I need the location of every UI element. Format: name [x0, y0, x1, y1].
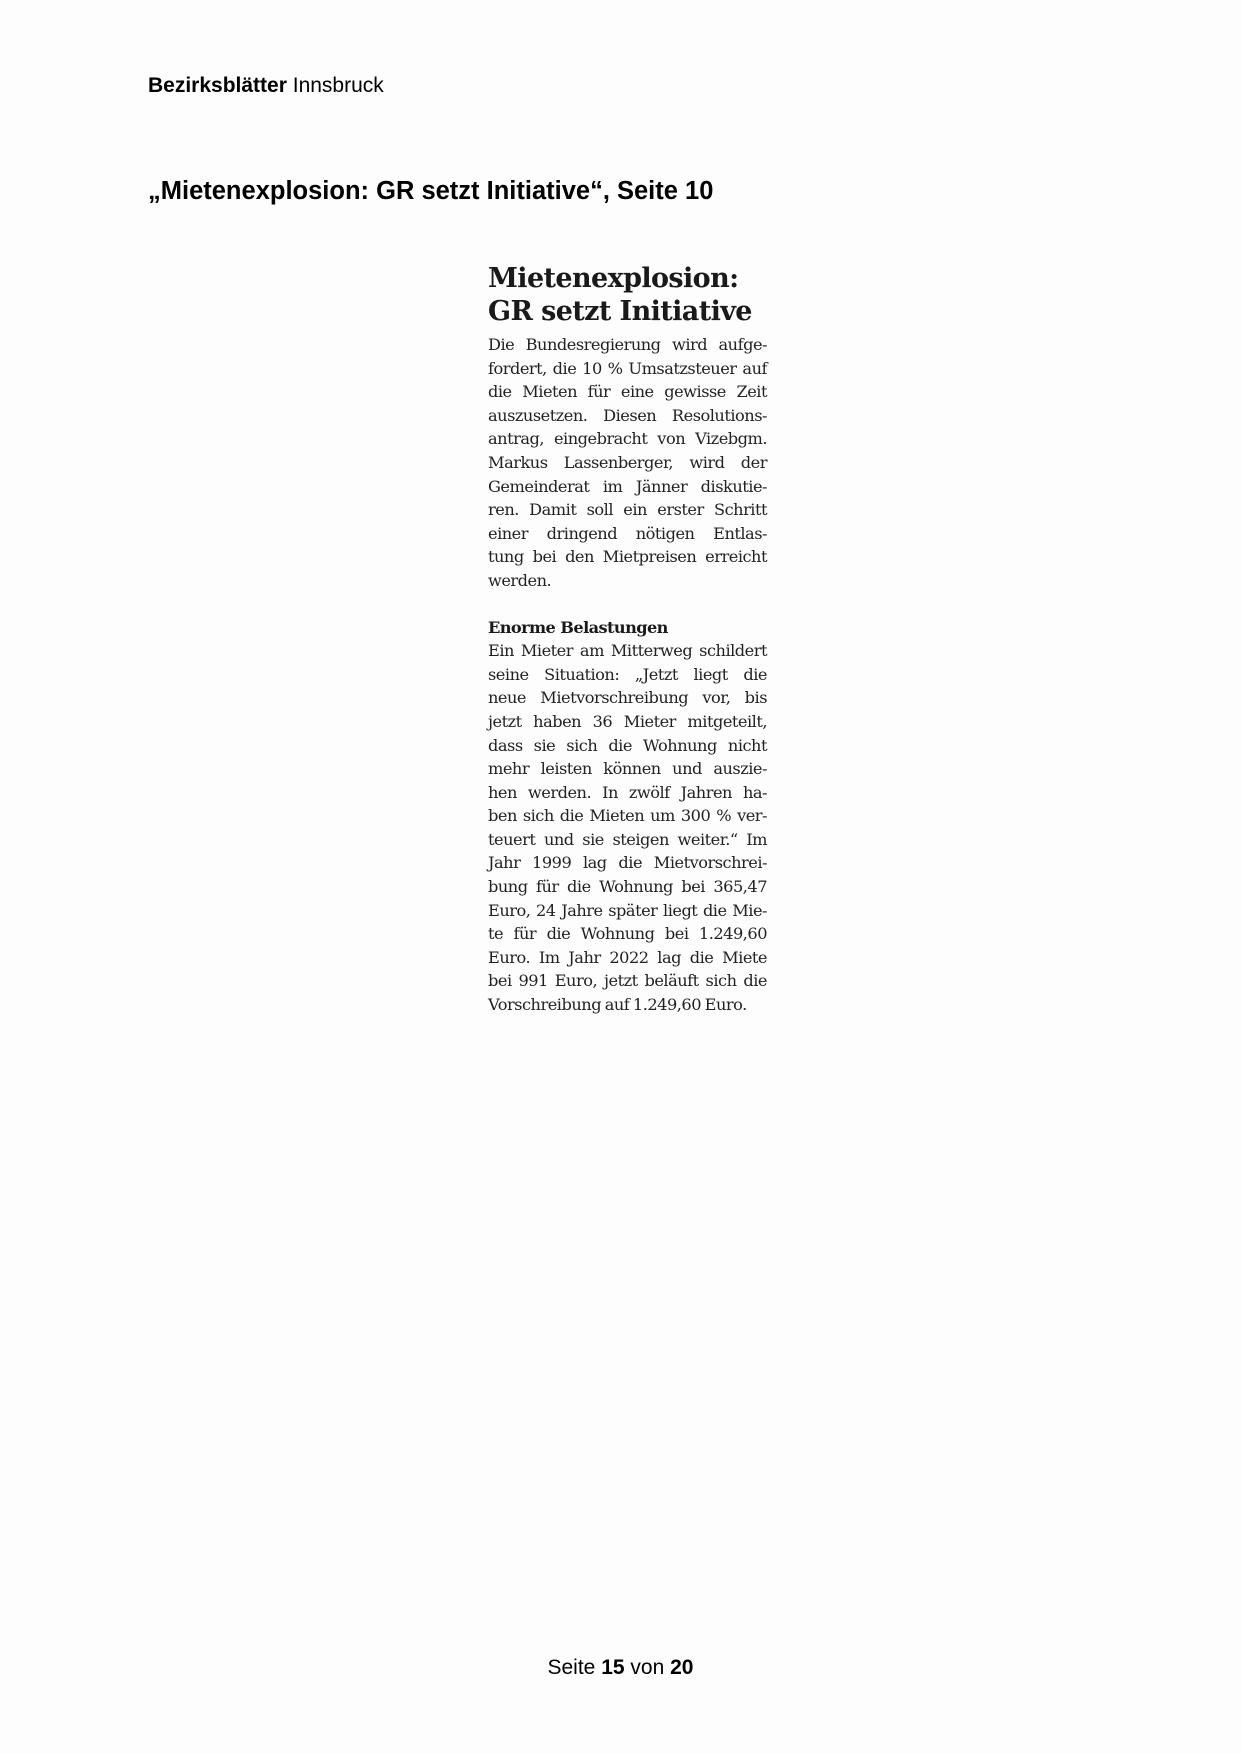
article-text-line: tung bei den Mietpreisen erreicht — [488, 547, 767, 567]
headline-line: Mietenexplosion: — [488, 263, 739, 294]
article-text-line: Markus Lassenberger, wird der — [488, 452, 767, 472]
article-text-line: Euro. Im Jahr 2022 lag die Miete — [488, 947, 767, 967]
article-text-line: te für die Wohnung bei 1.249,60 — [488, 924, 767, 944]
article-text-line: seine Situation: „Jetzt liegt die — [488, 664, 767, 684]
article-text-line: mehr leisten können und auszie- — [488, 759, 767, 779]
total-pages: 20 — [670, 1656, 694, 1679]
article-text-line: fordert, die 10 % Umsatzsteuer auf — [488, 358, 767, 378]
headline-line: GR setzt Initiative — [488, 296, 752, 327]
article-text-line: teuert und sie steigen weiter.“ Im — [488, 829, 767, 849]
article-headline — [488, 262, 767, 328]
current-page: 15 — [601, 1656, 625, 1679]
article-paragraph-2 — [488, 639, 767, 1017]
article-text-line: bei 991 Euro, jetzt beläuft sich die — [488, 971, 767, 991]
article-text-line: neue Mietvorschreibung vor, bis — [488, 688, 767, 708]
article-text-line: Gemeinderat im Jänner diskutie- — [488, 476, 767, 496]
article-text-line: werden. — [488, 570, 552, 590]
article-text-line: Vorschreibung auf 1.249,60 Euro. — [488, 995, 747, 1015]
article-text-line: hen werden. In zwölf Jahren ha- — [488, 782, 767, 802]
article-clipping — [488, 262, 767, 1017]
article-text-line: Jahr 1999 lag die Mietvorschrei- — [488, 853, 767, 873]
publication-header — [148, 74, 384, 98]
article-text-line: Ein Mieter am Mitterweg schildert — [488, 641, 767, 661]
page-of-label: von — [630, 1656, 665, 1679]
article-text-line: auszusetzen. Diesen Resolutions- — [488, 405, 767, 425]
article-paragraph-1 — [488, 333, 767, 593]
page-label: Seite — [547, 1656, 596, 1679]
article-text-line: Euro, 24 Jahre später liegt die Mie- — [488, 900, 767, 920]
publication-name: Bezirksblätter — [148, 74, 287, 97]
article-text-line: ben sich die Mieten um 300 % ver- — [488, 806, 767, 826]
article-text-line: ren. Damit soll ein erster Schritt — [488, 500, 767, 520]
article-subheading: Enorme Belastungen — [488, 617, 668, 637]
article-text-line: die Mieten für eine gewisse Zeit — [488, 382, 767, 402]
document-title: „Mietenexplosion: GR setzt Initiative“, Seite 10 — [148, 177, 714, 205]
publication-region: Innsbruck — [292, 74, 384, 97]
page-number — [0, 1656, 1241, 1680]
article-text-line: einer dringend nötigen Entlas- — [488, 523, 767, 543]
article-text-line: bung für die Wohnung bei 365,47 — [488, 877, 767, 897]
article-text-line: antrag, eingebracht von Vizebgm. — [488, 429, 767, 449]
article-text-line: dass sie sich die Wohnung nicht — [488, 735, 767, 755]
article-text-line: jetzt haben 36 Mieter mitgeteilt, — [488, 711, 767, 731]
article-text-line: Die Bundesregierung wird aufge- — [488, 335, 767, 354]
